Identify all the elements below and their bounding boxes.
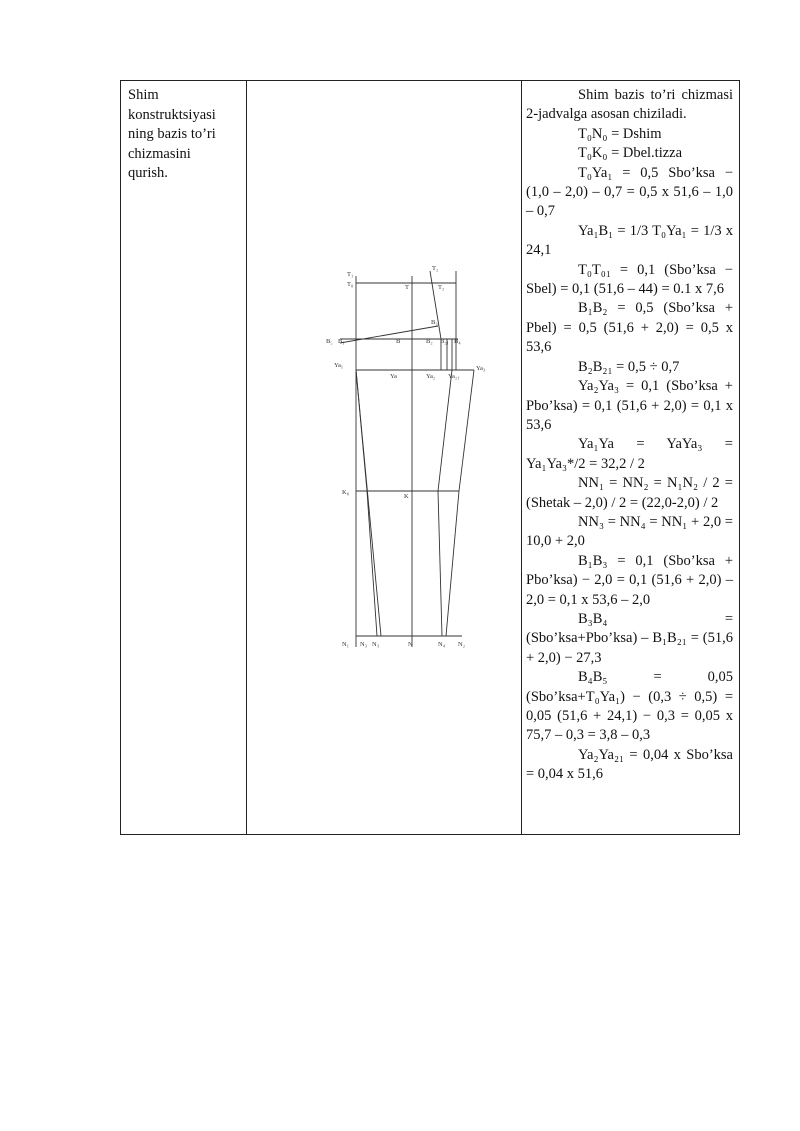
formula-line: B₁B₃ = 0,1 (Sbo’ksa + Pbo’ksa) − 2,0 = 0,1 (51,6 + 2,0) –2,0 = 0,1 x 53,6 – 2,0 bbox=[526, 552, 733, 608]
label-b2: B₂ bbox=[426, 338, 433, 345]
label-n4: N₄ bbox=[438, 641, 445, 648]
label-n3: N₃ bbox=[360, 641, 367, 648]
task-line: chizmasini bbox=[128, 145, 191, 162]
formula-line: B₃B₄ = (Sbo’ksa+Pbo’ksa) – B₁B₂₁ = (51,6 + 2,0) − 27,3 bbox=[526, 610, 733, 666]
label-n1: N₁ bbox=[342, 641, 349, 648]
formula-line: T₀K₀ = Dbel.tizza bbox=[578, 145, 683, 162]
label-ya: Ya bbox=[390, 373, 397, 380]
label-t2-lower: T₂ bbox=[438, 284, 445, 291]
label-t2: T₂ bbox=[432, 266, 439, 272]
formula-line: Ya₂Ya₂₁ = 0,04 x Sbo’ksa = 0,04 x 51,6 bbox=[526, 746, 733, 783]
label-ya2: Ya₂ bbox=[426, 373, 436, 380]
label-b5: B₅ bbox=[326, 338, 333, 345]
formula-line: B₁B₂ = 0,5 (Sbo’ksa + Pbel) = 0,5 (51,6 + 2,0) = 0,5 x 53,6 bbox=[526, 300, 733, 356]
label-b21: B₂₁ bbox=[440, 338, 449, 345]
label-ya1: Ya₁ bbox=[334, 362, 344, 369]
column-divider-1 bbox=[246, 81, 247, 834]
label-t1: T₁ bbox=[347, 271, 354, 278]
formula-cell bbox=[526, 86, 733, 785]
formula-line: NN₃ = NN₄ = NN₁ + 2,0 = 10,0 + 2,0 bbox=[526, 513, 733, 550]
label-k: K bbox=[404, 493, 409, 500]
label-b4: B₄ bbox=[454, 338, 461, 345]
label-n3b: N₃ bbox=[372, 641, 379, 648]
formula-line: NN₁ = NN₂ = N₁N₂ / 2 = (Shetak – 2,0) / 2 = (22,0-2,0) / 2 bbox=[526, 475, 733, 511]
label-t: T bbox=[405, 284, 409, 291]
label-n: N bbox=[408, 641, 413, 648]
task-line: konstruktsiyasi bbox=[128, 106, 216, 123]
formula-line: Ya₁B₁ = 1/3 T₀Ya₁ = 1/3 x 24,1 bbox=[526, 222, 733, 259]
task-cell bbox=[128, 86, 244, 184]
label-n2: N₂ bbox=[458, 641, 465, 648]
column-divider-2 bbox=[521, 81, 522, 834]
label-t0: T₀ bbox=[347, 281, 354, 288]
label-ya3: Ya₃ bbox=[476, 365, 486, 372]
label-ya21: Ya₂₁ bbox=[448, 373, 460, 380]
formula-line: B₄B₅ = 0,05 (Sbo’ksa+T₀Ya₁) − (0,3 ÷ 0,5) = 0,05 (51,6 + 24,1) − 0,3 = 0,05 x 75,7 – 0,3 = 3,8 – 0,3 bbox=[526, 669, 733, 744]
construction-table bbox=[120, 80, 740, 835]
task-line: Shim bbox=[128, 87, 159, 103]
label-b3: B₃ bbox=[431, 319, 438, 326]
formula-line: Ya₁Ya = YaYa₃ = Ya₁Ya₃*/2 = 32,2 / 2 bbox=[526, 436, 733, 472]
formula-line: B₂B₂₁ = 0,5 ÷ 0,7 bbox=[578, 358, 680, 375]
label-b1: B₁ bbox=[338, 338, 345, 345]
task-line: qurish. bbox=[128, 165, 168, 181]
task-line: ning bazis to’ri bbox=[128, 126, 216, 142]
formula-line: T₀N₀ = Dshim bbox=[578, 125, 662, 142]
label-k0: K₀ bbox=[342, 489, 349, 496]
formula-line: T₀T₀₁ = 0,1 (Sbo’ksa − Sbel) = 0,1 (51,6 – 44) = 0.1 x 7,6 bbox=[526, 261, 733, 298]
formula-line: T₀Ya₁ = 0,5 Sbo’ksa − (1,0 – 2,0) – 0,7 = 0,5 x 51,6 – 1,0 – 0,7 bbox=[526, 164, 733, 220]
formula-line: Ya₂Ya₃ = 0,1 (Sbo’ksa + Pbo’ksa) = 0,1 (51,6 + 2,0) = 0,1 x 53,6 bbox=[526, 378, 733, 433]
trouser-base-grid-drawing bbox=[326, 266, 516, 656]
label-b: B bbox=[396, 338, 401, 345]
intro-text: Shim bazis to’ri chizmasi 2-jadvalga asosan chiziladi. bbox=[526, 87, 733, 123]
